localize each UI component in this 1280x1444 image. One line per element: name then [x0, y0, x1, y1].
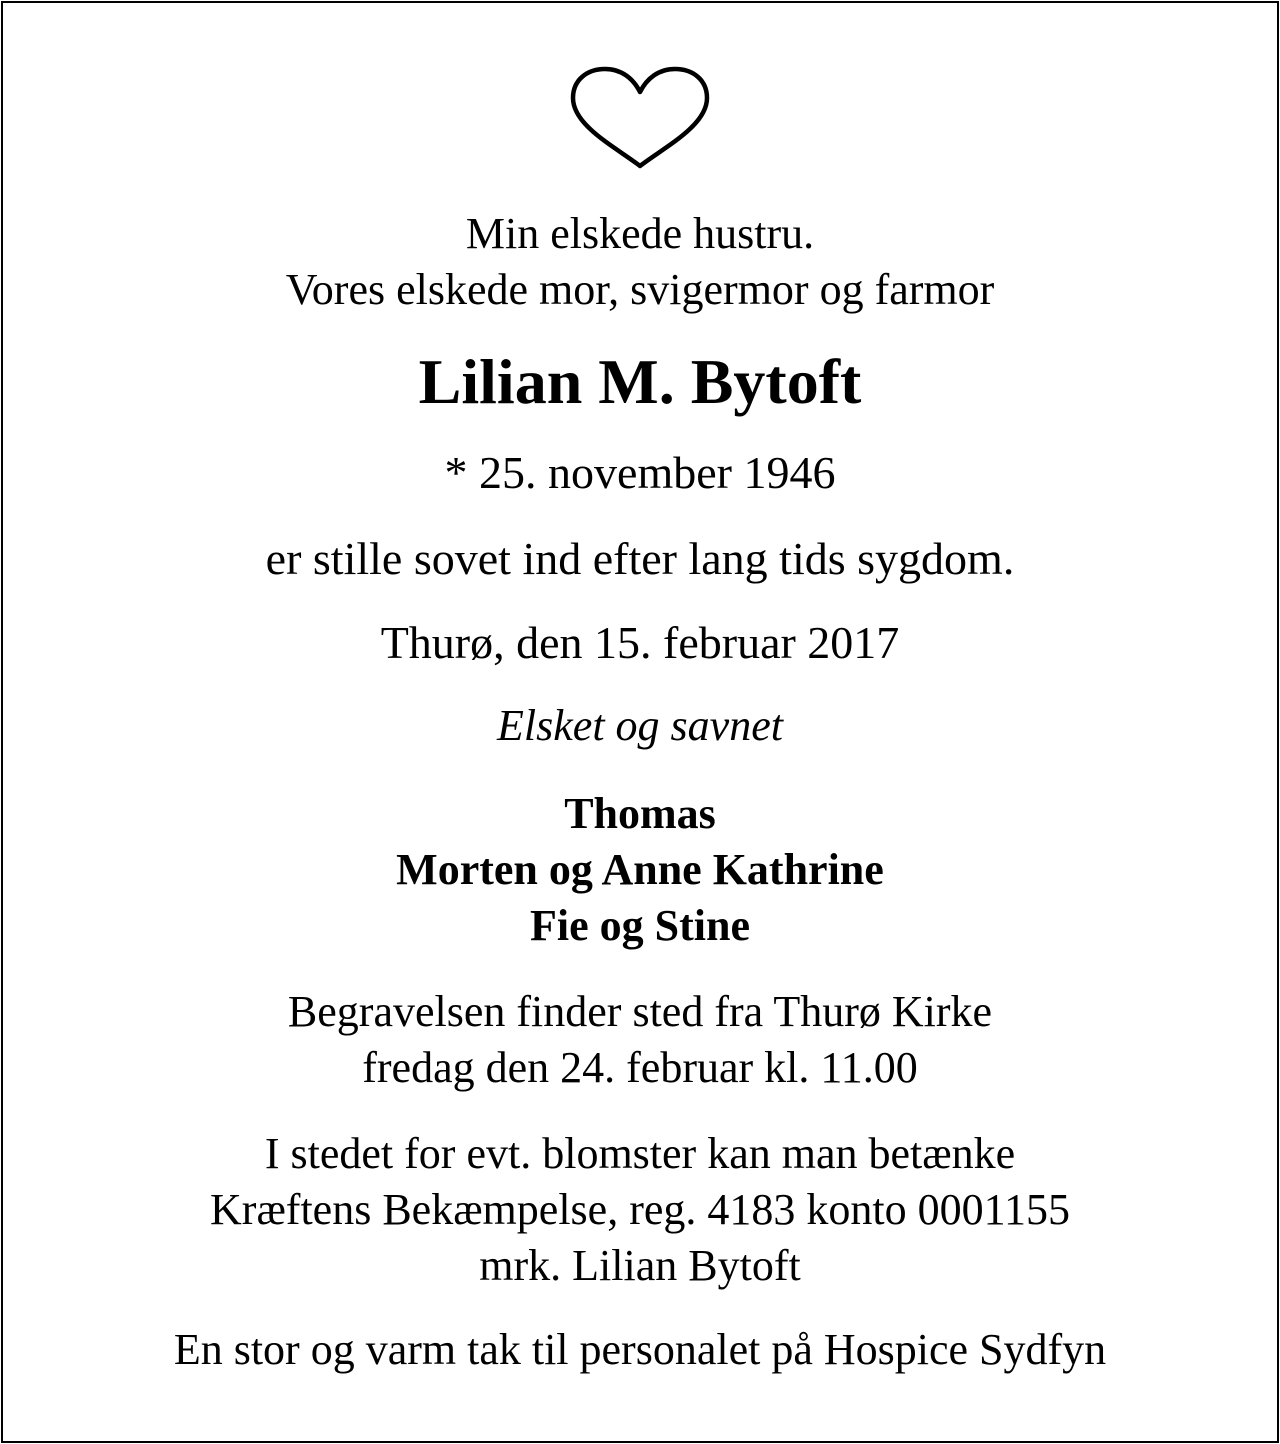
funeral-line: Begravelsen finder sted fra Thurø Kirke	[287, 987, 993, 1036]
loved-missed: Elsket og savnet	[497, 701, 783, 750]
family-line: Morten og Anne Kathrine	[396, 845, 884, 894]
funeral-info	[0, 984, 1280, 1096]
deceased-name: Lilian M. Bytoft	[418, 346, 862, 417]
place-date: Thurø, den 15. februar 2017	[380, 617, 900, 668]
thanks-text: En stor og varm tak til personalet på Hospice Sydfyn	[173, 1325, 1107, 1374]
donation-line: Kræftens Bekæmpelse, reg. 4183 konto 0001155	[210, 1185, 1070, 1234]
family-line: Thomas	[564, 789, 716, 838]
donation-line: mrk. Lilian Bytoft	[479, 1241, 801, 1290]
birth-date: * 25. november 1946	[444, 447, 836, 498]
heart-outline-icon	[567, 64, 713, 170]
intro-line: Vores elskede mor, svigermor og farmor	[285, 265, 995, 314]
family-names	[0, 786, 1280, 954]
intro-line: Min elskede hustru.	[465, 209, 815, 258]
passing-text: er stille sovet ind efter lang tids sygdom.	[265, 533, 1015, 584]
donation-info	[0, 1126, 1280, 1294]
intro-text	[0, 206, 1280, 318]
family-line: Fie og Stine	[530, 901, 750, 950]
donation-line: I stedet for evt. blomster kan man betænke	[264, 1129, 1016, 1178]
funeral-line: fredag den 24. februar kl. 11.00	[362, 1043, 918, 1092]
